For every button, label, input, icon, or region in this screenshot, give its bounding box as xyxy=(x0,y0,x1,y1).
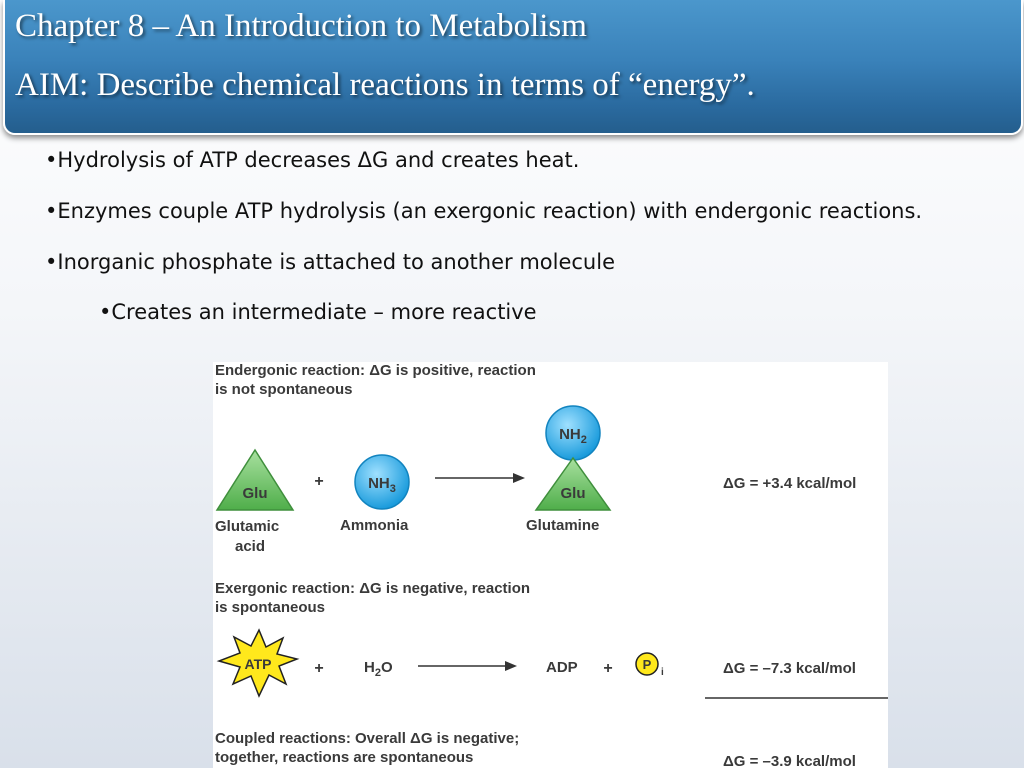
endergonic-heading-2: is not spontaneous xyxy=(215,381,353,398)
endergonic-delta-g: ΔG = +3.4 kcal/mol xyxy=(723,475,857,492)
phosphate-subscript: i xyxy=(661,667,664,678)
exergonic-delta-g: ΔG = –7.3 kcal/mol xyxy=(723,660,856,677)
nh2-symbol: $NH_2$ xyxy=(559,426,587,446)
reaction-arrowhead-2 xyxy=(505,661,517,671)
coupled-heading-2: together, reactions are spontaneous xyxy=(215,749,474,766)
plus-sign-1: + xyxy=(314,473,324,490)
endergonic-heading-1: Endergonic reaction: ΔG is positive, reaction xyxy=(215,362,536,379)
glu-symbol: Glu xyxy=(242,485,268,502)
slide-aim: AIM: Describe chemical reactions in terms of “energy”. xyxy=(15,67,755,103)
exergonic-heading-2: is spontaneous xyxy=(215,599,326,616)
exergonic-heading-1: Exergonic reaction: ΔG is negative, reaction xyxy=(215,580,531,597)
atp-label: ATP xyxy=(244,656,272,672)
adp-label: ADP xyxy=(546,659,578,676)
nh3-symbol: $NH_3$ xyxy=(368,475,396,495)
bullet-phosphate: •Inorganic phosphate is attached to another molecule xyxy=(45,250,615,274)
coupled-delta-g: ΔG = –3.9 kcal/mol xyxy=(723,753,856,768)
slide-title: Chapter 8 – An Introduction to Metabolism xyxy=(15,8,587,44)
bullet-enzymes: •Enzymes couple ATP hydrolysis (an exergonic reaction) with endergonic reactions. xyxy=(45,199,923,223)
plus-sign-2: + xyxy=(314,660,324,677)
title-bar xyxy=(3,0,1023,135)
bullet-intermediate: •Creates an intermediate – more reactive xyxy=(99,300,537,324)
water-label: $H_2O$ xyxy=(364,659,393,679)
reaction-arrowhead-1 xyxy=(513,473,525,483)
plus-sign-3: + xyxy=(603,660,613,677)
phosphate-symbol: P xyxy=(642,657,652,672)
ammonia-label: Ammonia xyxy=(340,517,409,534)
glutamine-triangle-icon xyxy=(536,458,610,510)
bullet-hydrolysis: •Hydrolysis of ATP decreases ΔG and creates heat. xyxy=(45,148,580,172)
coupled-heading-1: Coupled reactions: Overall ΔG is negative; xyxy=(215,730,520,747)
reaction-figure xyxy=(213,362,888,768)
reaction-diagram xyxy=(213,362,888,768)
glutamine-glu-symbol: Glu xyxy=(560,485,586,502)
glutamic-acid-label-1: Glutamic xyxy=(215,518,280,535)
glutamic-acid-label-2: acid xyxy=(235,538,266,555)
glutamine-label: Glutamine xyxy=(526,517,600,534)
